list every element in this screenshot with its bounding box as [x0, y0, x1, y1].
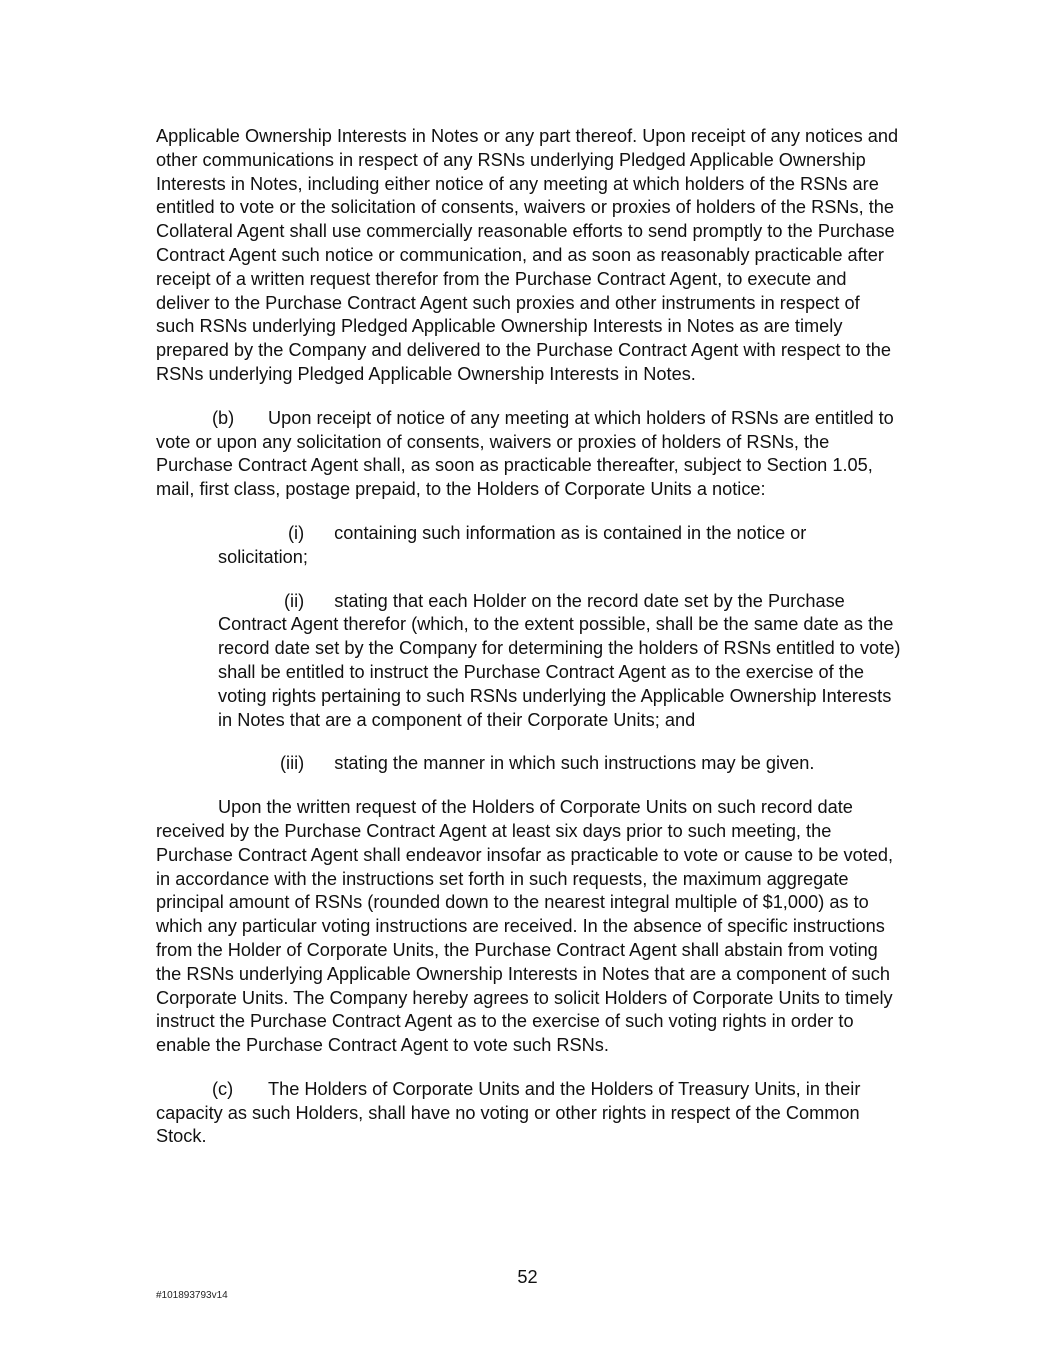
clause-text-iii: stating the manner in which such instructions may be given.: [334, 753, 815, 774]
clause-text-i: containing such information as is contained in the notice or solicitation;: [218, 522, 807, 567]
clause-label-ii: (ii): [284, 590, 305, 611]
paragraph-b: [156, 407, 901, 502]
clause-label-c: (c): [212, 1078, 234, 1099]
paragraph-request: Upon the written request of the Holders of Corporate Units on such record date received by the Purchase Contract Agent at least six days prior to such meeting, the Purchase Contract Agent shall endeavor insofar as practicable to vote or cause to be voted, in accordance with the instructions set forth in such requests, the maximum aggregate principal amount of RSNs (rounded down to the nearest integral multiple of $1,000) as to which any particular voting instructions are received. In the absence of specific instructions from the Holder of Corporate Units, the Purchase Contract Agent shall abstain from voting the RSNs underlying Applicable Ownership Interests in Notes that are a component of such Corporate Units. The Company hereby agrees to solicit Holders of Corporate Units to timely instruct the Purchase Contract Agent as to the exercise of such voting rights in order to enable the Purchase Contract Agent to vote such RSNs.: [156, 797, 894, 1056]
clause-label-b: (b): [212, 407, 235, 428]
clause-label-iii: (iii): [280, 753, 305, 774]
paragraph-c: [156, 1078, 901, 1149]
clause-text-c: The Holders of Corporate Units and the Holders of Treasury Units, in their capacity as such Holders, shall have no voting or other rights in respect of the Common Stock.: [156, 1078, 861, 1147]
clause-text-b: Upon receipt of notice of any meeting at which holders of RSNs are entitled to vote or upon any solicitation of consents, waivers or proxies of holders of RSNs, the Purchase Contract Agent shall, as soon as practicable thereafter, subject to Section 1.05, mail, first class, postage prepaid, to the Holders of Corporate Units a notice:: [156, 407, 894, 500]
page-number: 52: [517, 1267, 538, 1287]
paragraph-i: [218, 522, 901, 570]
document-id: #101893793v14: [156, 1290, 228, 1301]
clause-label-i: (i): [288, 522, 305, 543]
paragraph-ii: [218, 590, 901, 733]
clause-text-ii: stating that each Holder on the record date set by the Purchase Contract Agent therefor (which, to the extent possible, shall be the same date as the record date set by the Company for determining the holders of RSNs entitled to vote) shall be entitled to instruct the Purchase Contract Agent as to the exercise of the voting rights pertaining to such RSNs underlying the Applicable Ownership Interests in Notes that are a component of their Corporate Units; and: [218, 590, 901, 730]
paragraph-iii: [218, 752, 901, 776]
paragraph-continuation: Applicable Ownership Interests in Notes or any part thereof. Upon receipt of any notices and other communications in respect of any RSNs underlying Pledged Applicable Ownership Interests in Notes, including either notice of any meeting at which holders of the RSNs are entitled to vote or the solicitation of consents, waivers or proxies of holders of the RSNs, the Collateral Agent shall use commercially reasonable efforts to send promptly to the Purchase Contract Agent such notice or communication, and as soon as reasonably practicable after receipt of a written request therefor from the Purchase Contract Agent, to execute and deliver to the Purchase Contract Agent such proxies and other instruments in respect of such RSNs underlying Pledged Applicable Ownership Interests in Notes as are timely prepared by the Company and delivered to the Purchase Contract Agent with respect to the RSNs underlying Pledged Applicable Ownership Interests in Notes.: [156, 126, 899, 384]
document-body: [156, 125, 901, 1169]
